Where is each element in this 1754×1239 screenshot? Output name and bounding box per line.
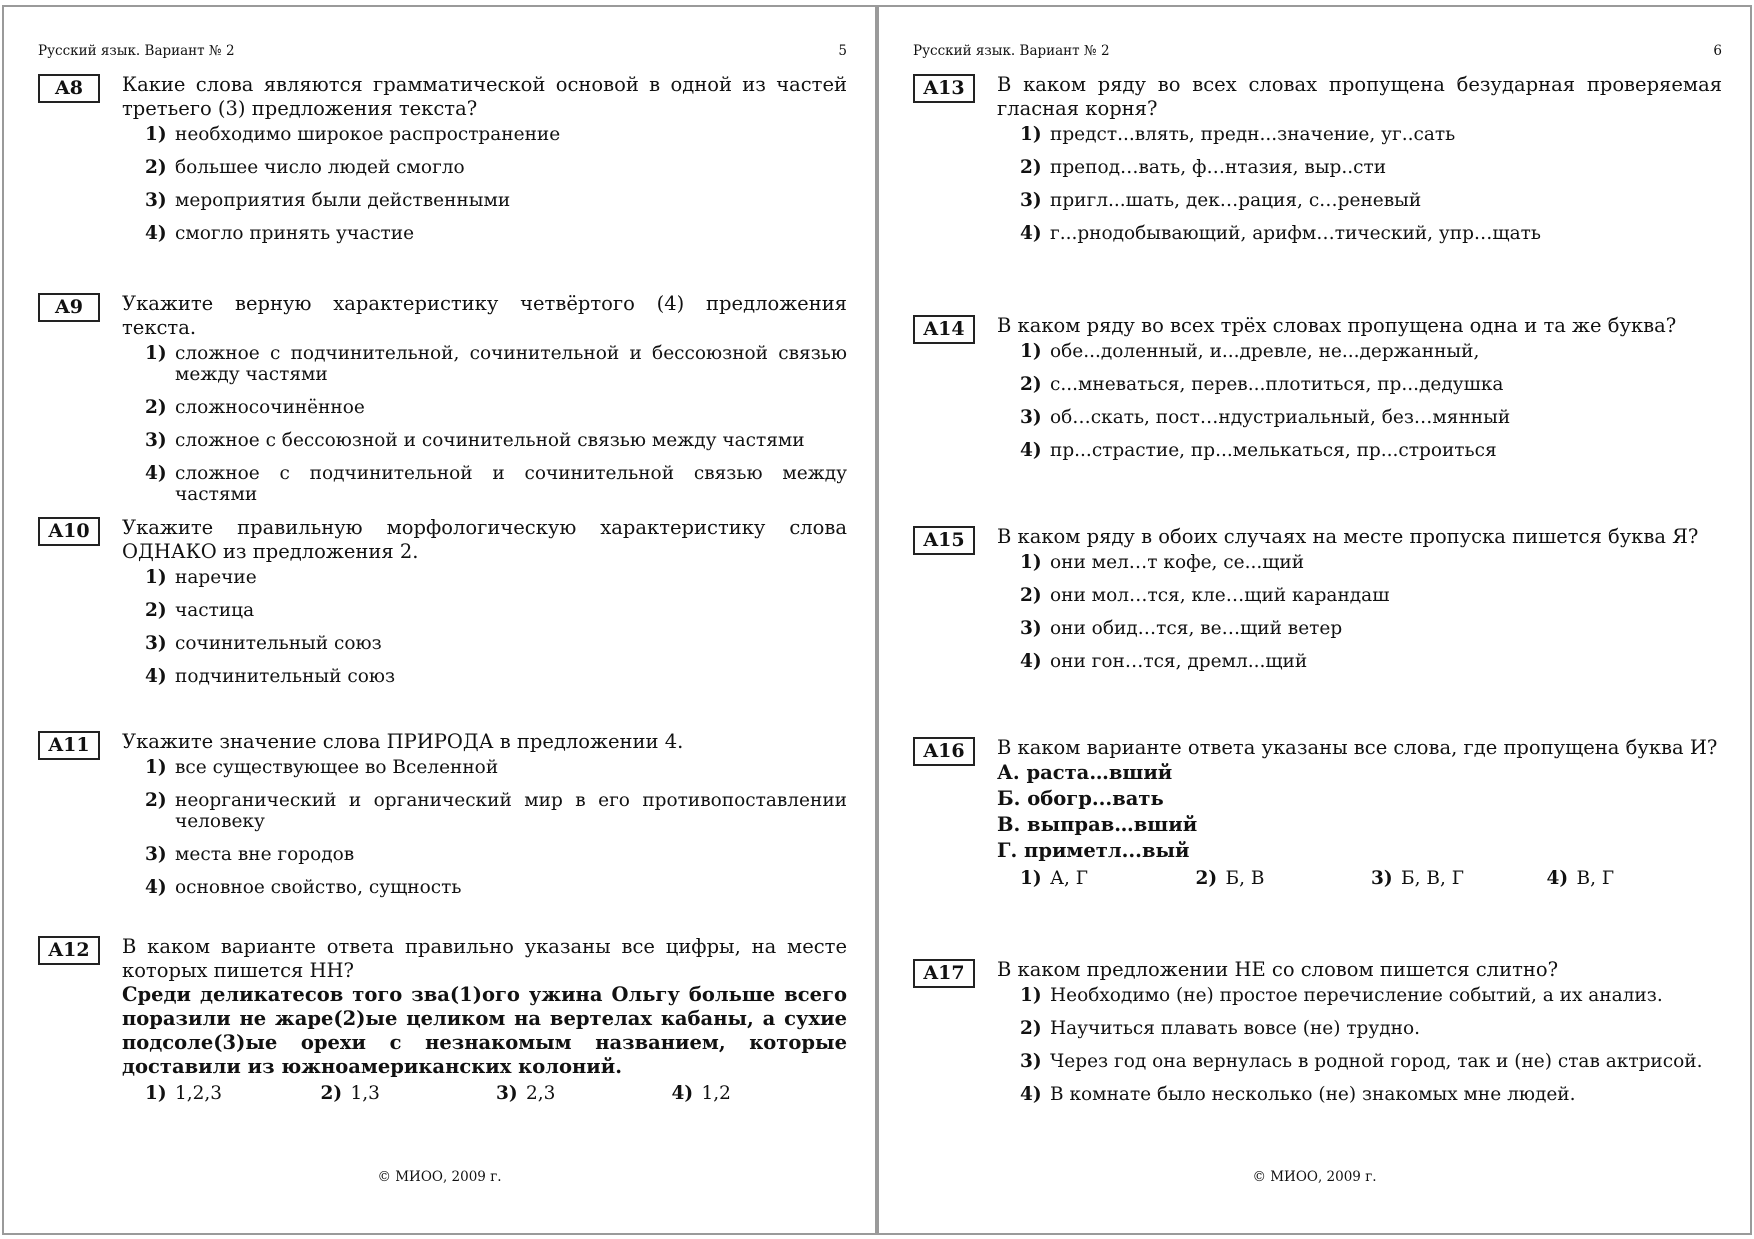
question-a11 — [38, 730, 847, 910]
question-text: В каком предложении НЕ со словом пишется слитно? — [997, 958, 1559, 981]
question-text: В каком ряду в обоих случаях на месте пропуска пишется буква Я? — [997, 525, 1699, 548]
question-text: В каком ряду во всех словах пропущена безударная проверяемая гласная корня? — [997, 73, 1722, 120]
options-list — [145, 567, 847, 687]
question-label: A12 — [38, 936, 100, 965]
question-text: Укажите правильную морфологическую характеристику слова ОДНАКО из предложения 2. — [122, 516, 847, 563]
option[interactable]: 4) пр...страстие, пр...мелькаться, пр...строиться — [1020, 440, 1497, 461]
question-text: В каком варианте ответа правильно указаны все цифры, на месте которых пишется НН? — [122, 935, 847, 982]
options-list — [1020, 341, 1722, 461]
question-a16 — [913, 736, 1722, 889]
options-list — [1020, 552, 1722, 672]
option[interactable]: 3) мероприятия были действенными — [145, 190, 511, 211]
question-label: A15 — [913, 526, 975, 555]
option[interactable]: 4) сложное с подчинительной и сочинительной связью между частями — [145, 463, 847, 505]
options-list — [1020, 124, 1722, 244]
page-right — [877, 5, 1752, 1235]
word-v: В. выправ…вший — [997, 813, 1198, 836]
question-a13 — [913, 73, 1722, 256]
page-number: 5 — [838, 43, 847, 59]
option[interactable]: 1) Необходимо (не) простое перечисление событий, а их анализ. — [1020, 985, 1663, 1006]
question-a17 — [913, 958, 1722, 1117]
question-a15 — [913, 525, 1722, 684]
option[interactable]: 3) сложное с бессоюзной и сочинительной связью между частями — [145, 430, 805, 451]
option[interactable]: 2) большее число людей смогло — [145, 157, 465, 178]
option[interactable]: 3) Через год она вернулась в родной город, так и (не) став актрисой. — [1020, 1051, 1703, 1072]
question-text: Укажите верную характеристику четвёртого (4) предложения текста. — [122, 292, 847, 339]
option[interactable]: 4) подчинительный союз — [145, 666, 396, 687]
question-text: Какие слова являются грамматической основой в одной из частей третьего (3) предложения текста? — [122, 73, 847, 120]
question-label: A16 — [913, 737, 975, 766]
option[interactable]: 4) смогло принять участие — [145, 223, 415, 244]
option[interactable]: 1) предст...влять, предн...значение, уг..сать — [1020, 124, 1456, 145]
option[interactable]: 4) основное свойство, сущность — [145, 877, 462, 898]
question-a8 — [38, 73, 847, 256]
question-label: A8 — [38, 74, 100, 103]
question-text: Укажите значение слова ПРИРОДА в предложении 4. — [122, 730, 684, 753]
option[interactable]: 3) пригл...шать, дек…рация, с…реневый — [1020, 190, 1422, 211]
option[interactable]: 1) обе...доленный, и...древле, не...держанный, — [1020, 341, 1480, 362]
page-footer: © МИОО, 2009 г. — [377, 1169, 502, 1185]
question-label: A11 — [38, 731, 100, 760]
option[interactable]: 4) г...рнодобывающий, арифм…тический, упр…щать — [1020, 223, 1541, 244]
option[interactable]: 3) Б, В, Г — [1371, 868, 1464, 889]
option[interactable]: 2) 1,3 — [320, 1083, 380, 1104]
header-title: Русский язык. Вариант № 2 — [38, 43, 235, 59]
option[interactable]: 2) Научиться плавать вовсе (не) трудно. — [1020, 1018, 1421, 1039]
option[interactable]: 2) неорганический и органический мир в его противопоставлении человеку — [145, 790, 847, 832]
question-sentence: Среди деликатесов того зва(1)ого ужина Ольгу больше всего поразили не жаре(2)ые целиком на вертелах кабаны, а сухие подсоле(3)ые орехи с незнакомым названием, которые доставили из южноамериканских колоний. — [122, 983, 847, 1078]
option[interactable]: 1) необходимо широкое распространение — [145, 124, 561, 145]
page-footer: © МИОО, 2009 г. — [1252, 1169, 1377, 1185]
option[interactable]: 4) В, Г — [1546, 868, 1615, 889]
option[interactable]: 3) 2,3 — [496, 1083, 556, 1104]
word-b: Б. обогр...вать — [997, 787, 1164, 810]
option[interactable]: 2) препод…вать, ф…нтазия, выр..сти — [1020, 157, 1387, 178]
option[interactable]: 1) все существующее во Вселенной — [145, 757, 499, 778]
question-text: В каком варианте ответа указаны все слова, где пропущена буква И? — [997, 736, 1718, 759]
options-list — [145, 124, 847, 244]
header-title: Русский язык. Вариант № 2 — [913, 43, 1110, 59]
option[interactable]: 4) В комнате было несколько (не) знакомых мне людей. — [1020, 1084, 1576, 1105]
option[interactable]: 1) 1,2,3 — [145, 1083, 223, 1104]
word-a: А. раста…вший — [997, 761, 1173, 784]
option[interactable]: 3) они обид…тся, ве…щий ветер — [1020, 618, 1343, 639]
question-a10 — [38, 516, 847, 699]
option[interactable]: 1) А, Г — [1020, 868, 1089, 889]
page-left — [2, 5, 877, 1235]
option[interactable]: 2) сложносочинённое — [145, 397, 365, 418]
page-number: 6 — [1713, 43, 1722, 59]
options-list — [145, 343, 847, 505]
question-label: A17 — [913, 959, 975, 988]
option[interactable]: 2) они мол…тся, кле…щий карандаш — [1020, 585, 1390, 606]
question-label: A13 — [913, 74, 975, 103]
question-label: A9 — [38, 293, 100, 322]
option[interactable]: 2) частица — [145, 600, 255, 621]
word-g: Г. приметл...вый — [997, 839, 1190, 862]
options-row — [145, 1083, 847, 1104]
options-row — [1020, 868, 1722, 889]
question-label: A14 — [913, 315, 975, 344]
page-header — [913, 43, 1722, 59]
question-label: A10 — [38, 517, 100, 546]
options-list — [1020, 985, 1722, 1105]
option[interactable]: 1) наречие — [145, 567, 257, 588]
option[interactable]: 1) они мел…т кофе, се...щий — [1020, 552, 1305, 573]
option[interactable]: 3) сочинительный союз — [145, 633, 382, 654]
question-text: В каком ряду во всех трёх словах пропущена одна и та же буква? — [997, 314, 1677, 337]
option[interactable]: 1) сложное с подчинительной, сочинительной и бессоюзной связью между частями — [145, 343, 847, 385]
options-list — [145, 757, 847, 898]
option[interactable]: 2) Б, В — [1195, 868, 1265, 889]
page-header — [38, 43, 847, 59]
option[interactable]: 2) с...мневаться, перев...плотиться, пр...дедушка — [1020, 374, 1504, 395]
option[interactable]: 3) об…скать, пост…ндустриальный, без…мянный — [1020, 407, 1511, 428]
question-a12 — [38, 935, 847, 1104]
question-a9 — [38, 292, 847, 517]
option[interactable]: 4) 1,2 — [671, 1083, 731, 1104]
option[interactable]: 4) они гон…тся, дремл...щий — [1020, 651, 1308, 672]
option[interactable]: 3) места вне городов — [145, 844, 355, 865]
question-a14 — [913, 314, 1722, 473]
